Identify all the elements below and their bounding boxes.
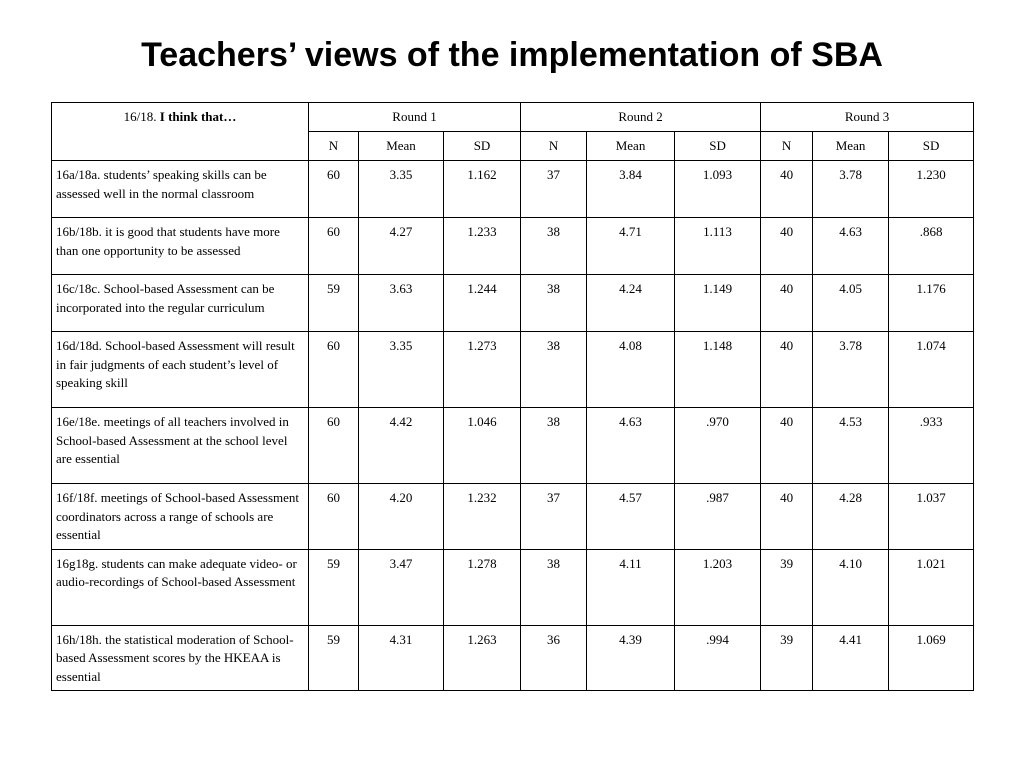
results-table (51, 102, 974, 691)
r1-mean-cell: 4.20 (359, 484, 444, 550)
table-row (52, 218, 974, 275)
r2-sd-cell: .994 (675, 625, 761, 691)
table-row (52, 275, 974, 332)
r1-n-cell: 60 (309, 408, 359, 484)
r1-sd-header: SD (444, 132, 521, 161)
r1-mean-cell: 3.35 (359, 161, 444, 218)
r2-n-cell: 37 (521, 484, 587, 550)
r3-mean-cell: 4.41 (813, 625, 889, 691)
r3-mean-cell: 4.10 (813, 549, 889, 625)
r1-sd-cell: 1.263 (444, 625, 521, 691)
question-cell: 16g18g. students can make adequate video- or audio-recordings of School-based Assessment (52, 549, 309, 625)
r1-n-cell: 60 (309, 161, 359, 218)
r2-sd-header: SD (675, 132, 761, 161)
r3-sd-cell: 1.176 (889, 275, 974, 332)
slide-title: Teachers’ views of the implementation of SBA (141, 36, 883, 74)
r2-n-cell: 38 (521, 275, 587, 332)
table-row (52, 161, 974, 218)
r3-sd-cell: 1.021 (889, 549, 974, 625)
r3-sd-cell: 1.069 (889, 625, 974, 691)
r1-n-cell: 60 (309, 484, 359, 550)
r3-n-cell: 40 (761, 484, 813, 550)
r2-mean-cell: 4.39 (587, 625, 675, 691)
r1-mean-cell: 3.63 (359, 275, 444, 332)
r3-n-header: N (761, 132, 813, 161)
question-cell: 16f/18f. meetings of School-based Assessment coordinators across a range of schools are essential (52, 484, 309, 550)
r3-mean-cell: 4.53 (813, 408, 889, 484)
r3-sd-cell: .933 (889, 408, 974, 484)
r1-sd-cell: 1.273 (444, 332, 521, 408)
r1-n-cell: 60 (309, 332, 359, 408)
r2-mean-cell: 3.84 (587, 161, 675, 218)
r2-n-cell: 38 (521, 332, 587, 408)
r2-n-header: N (521, 132, 587, 161)
r3-sd-cell: 1.074 (889, 332, 974, 408)
r2-mean-cell: 4.57 (587, 484, 675, 550)
r3-sd-header: SD (889, 132, 974, 161)
r1-n-cell: 59 (309, 625, 359, 691)
r3-mean-cell: 4.05 (813, 275, 889, 332)
r3-n-cell: 40 (761, 161, 813, 218)
r2-sd-cell: 1.149 (675, 275, 761, 332)
question-cell: 16c/18c. School-based Assessment can be incorporated into the regular curriculum (52, 275, 309, 332)
r2-n-cell: 38 (521, 218, 587, 275)
r2-sd-cell: 1.113 (675, 218, 761, 275)
r2-mean-cell: 4.63 (587, 408, 675, 484)
r2-sd-cell: 1.203 (675, 549, 761, 625)
r3-mean-cell: 3.78 (813, 332, 889, 408)
r1-sd-cell: 1.244 (444, 275, 521, 332)
r3-sd-cell: .868 (889, 218, 974, 275)
table-row (52, 549, 974, 625)
table-row (52, 332, 974, 408)
table-row (52, 484, 974, 550)
r3-n-cell: 40 (761, 218, 813, 275)
r1-sd-cell: 1.046 (444, 408, 521, 484)
table-body (52, 161, 974, 691)
r3-mean-cell: 4.63 (813, 218, 889, 275)
question-cell: 16h/18h. the statistical moderation of School-based Assessment scores by the HKEAA is essential (52, 625, 309, 691)
r2-n-cell: 37 (521, 161, 587, 218)
r1-mean-cell: 4.42 (359, 408, 444, 484)
r2-n-cell: 38 (521, 408, 587, 484)
r3-n-cell: 39 (761, 549, 813, 625)
r1-sd-cell: 1.233 (444, 218, 521, 275)
r1-n-cell: 59 (309, 275, 359, 332)
corner-header (52, 103, 309, 161)
r3-n-cell: 40 (761, 275, 813, 332)
r1-mean-cell: 3.35 (359, 332, 444, 408)
r1-n-cell: 60 (309, 218, 359, 275)
r1-mean-cell: 4.31 (359, 625, 444, 691)
header-row-rounds (52, 103, 974, 132)
table-row (52, 625, 974, 691)
r3-mean-cell: 3.78 (813, 161, 889, 218)
r2-mean-cell: 4.24 (587, 275, 675, 332)
r2-sd-cell: .987 (675, 484, 761, 550)
r3-sd-cell: 1.037 (889, 484, 974, 550)
r2-sd-cell: 1.093 (675, 161, 761, 218)
r1-mean-header: Mean (359, 132, 444, 161)
question-cell: 16b/18b. it is good that students have more than one opportunity to be assessed (52, 218, 309, 275)
table-row (52, 408, 974, 484)
round-2-header: Round 2 (521, 103, 761, 132)
r1-mean-cell: 3.47 (359, 549, 444, 625)
r1-sd-cell: 1.232 (444, 484, 521, 550)
round-3-header: Round 3 (761, 103, 974, 132)
r2-mean-cell: 4.11 (587, 549, 675, 625)
r3-mean-header: Mean (813, 132, 889, 161)
r1-sd-cell: 1.278 (444, 549, 521, 625)
r1-n-cell: 59 (309, 549, 359, 625)
r3-mean-cell: 4.28 (813, 484, 889, 550)
r2-n-cell: 36 (521, 625, 587, 691)
question-cell: 16d/18d. School-based Assessment will result in fair judgments of each student’s level of speaking skill (52, 332, 309, 408)
r3-n-cell: 40 (761, 332, 813, 408)
r2-mean-cell: 4.08 (587, 332, 675, 408)
r3-sd-cell: 1.230 (889, 161, 974, 218)
r2-sd-cell: .970 (675, 408, 761, 484)
r3-n-cell: 40 (761, 408, 813, 484)
round-1-header: Round 1 (309, 103, 521, 132)
r2-n-cell: 38 (521, 549, 587, 625)
r3-n-cell: 39 (761, 625, 813, 691)
r2-sd-cell: 1.148 (675, 332, 761, 408)
question-cell: 16e/18e. meetings of all teachers involved in School-based Assessment at the school level are essential (52, 408, 309, 484)
corner-prefix: 16/18. (123, 109, 157, 124)
r2-mean-header: Mean (587, 132, 675, 161)
r1-sd-cell: 1.162 (444, 161, 521, 218)
corner-bold: I think that… (159, 109, 237, 124)
r1-n-header: N (309, 132, 359, 161)
r2-mean-cell: 4.71 (587, 218, 675, 275)
r1-mean-cell: 4.27 (359, 218, 444, 275)
question-cell: 16a/18a. students’ speaking skills can be assessed well in the normal classroom (52, 161, 309, 218)
